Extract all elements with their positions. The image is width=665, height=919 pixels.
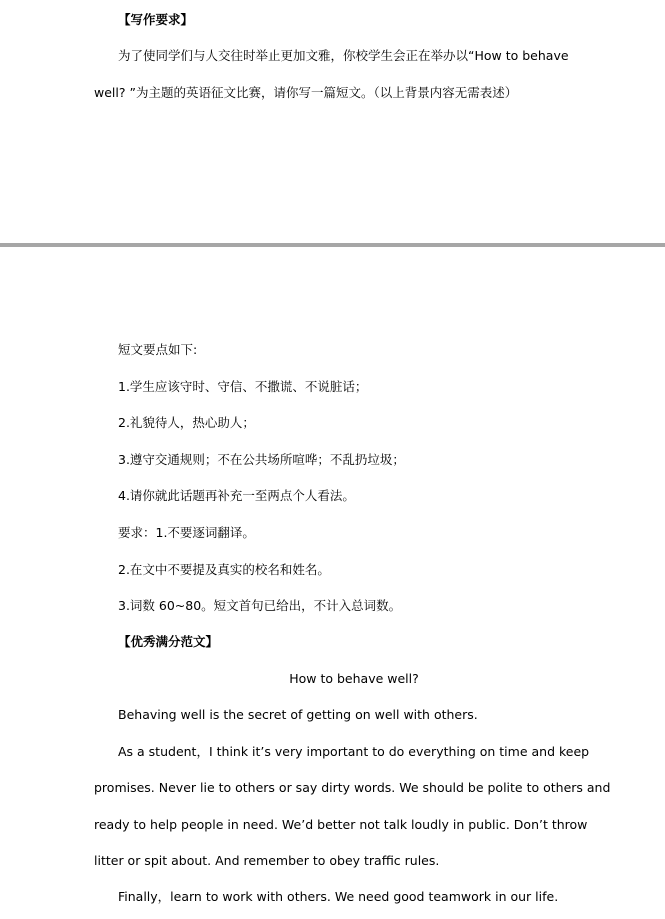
- key-point-4: 4.请你就此话题再补充一至两点个人看法。: [118, 488, 355, 503]
- essay-title: How to behave well?: [289, 671, 419, 686]
- requirement-1: 要求：1.不要逐词翻译。: [118, 525, 255, 540]
- background-paragraph-line-2: well? ”为主题的英语征文比赛，请你写一篇短文。（以上背景内容无需表述）: [94, 85, 518, 100]
- essay-line-2: As a student，I think it’s very important to do everything on time and keep: [118, 744, 590, 759]
- essay-line-1: Behaving well is the secret of getting on well with others.: [118, 707, 478, 722]
- requirement-3: 3.词数 60~80。短文首句已给出，不计入总词数。: [118, 598, 402, 613]
- requirement-2: 2.在文中不要提及真实的校名和姓名。: [118, 562, 330, 577]
- page-divider: [0, 243, 665, 247]
- background-paragraph-line-1: 为了使同学们与人交往时举止更加文雅，你校学生会正在举办以“How to behave: [118, 48, 569, 63]
- key-point-3: 3.遵守交通规则；不在公共场所喧哗；不乱扔垃圾；: [118, 452, 405, 467]
- key-points-intro: 短文要点如下:: [118, 342, 198, 357]
- essay-line-5: litter or spit about. And remember to obey traffic rules.: [94, 853, 440, 868]
- key-point-2: 2.礼貌待人，热心助人；: [118, 415, 255, 430]
- writing-requirement-heading: 【写作要求】: [118, 12, 194, 27]
- key-point-1: 1.学生应该守时、守信、不撒谎、不说脏话；: [118, 379, 368, 394]
- essay-line-4: ready to help people in need. We’d better not talk loudly in public. Don’t throw: [94, 817, 588, 832]
- essay-line-3: promises. Never lie to others or say dirty words. We should be polite to others and: [94, 780, 611, 795]
- essay-line-6: Finally，learn to work with others. We need good teamwork in our life.: [118, 889, 559, 904]
- model-essay-heading: 【优秀满分范文】: [118, 634, 219, 649]
